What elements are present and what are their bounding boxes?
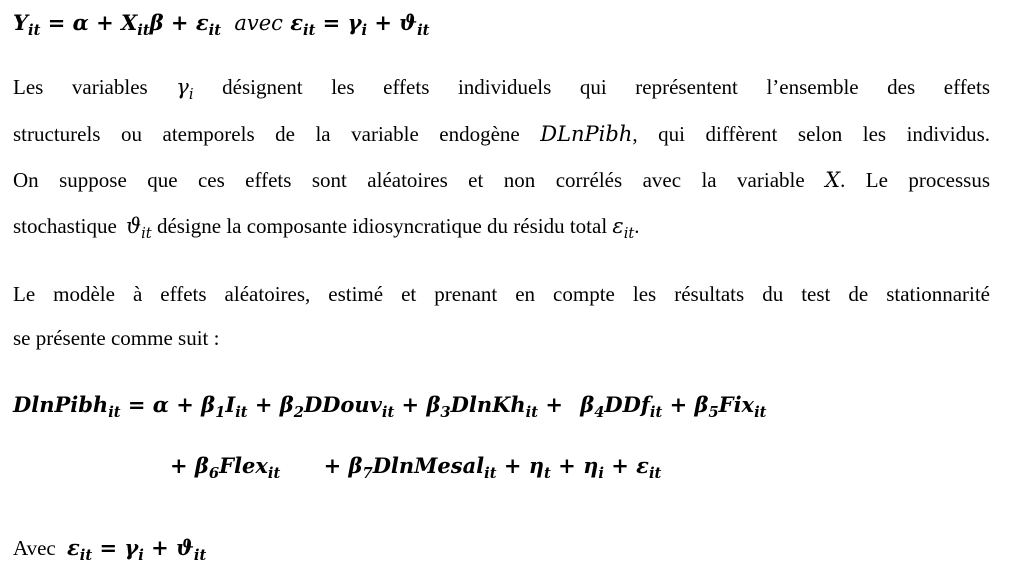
equation-avec-label: Avec (13, 536, 56, 560)
paragraph-2-line-1: Le modèle à effets aléatoires, estimé et prenant en compte les résultats du test de stationnarité (13, 282, 990, 306)
equation-model: $Y_{it} = \alpha + X_{it}\beta + \varepsilon_{it}$ avec $\varepsilon_{it} = \gamma_i + ϑ_{it}$ (13, 10, 430, 40)
equation-random-effects-line-2: + $\beta_6Flex_{it}$ + $\beta_7DlnMesal_{it} + \eta_t + \eta_i + \varepsilon_{it}$ (170, 453, 662, 483)
paragraph-1-line-4: stochastique $ϑ_{it}$ désigne la composante idiosyncratique du résidu total $\varepsilon_{it}$. (13, 214, 640, 243)
equation-random-effects-line-1: DlnPibh$_{it}$ = $\alpha + \beta_1I_{it}$ + $\beta_2DDouv_{it}$ + $\beta_3DlnKh_{it} + \beta_4DDf_{it} + \beta_5Fix_{it}$ (13, 392, 767, 422)
equation-error-decomposition: Avec $\varepsilon_{it} = \gamma_i + ϑ_{it}$ (13, 535, 207, 565)
paragraph-1-line-3: On suppose que ces effets sont aléatoires et non corrélés avec la variable X. Le processus (13, 168, 990, 192)
paragraph-2-line-2: se présente comme suit : (13, 326, 220, 350)
paragraph-1-line-1: Les variables $\gamma_i$ désignent les effets individuels qui représentent l’ensemble des effets (13, 75, 991, 104)
equation-avec-word: avec (234, 11, 283, 35)
paragraph-1-line-2: structurels ou atemporels de la variable endogène DLnPibh, qui diffèrent selon les individus. (13, 122, 991, 146)
